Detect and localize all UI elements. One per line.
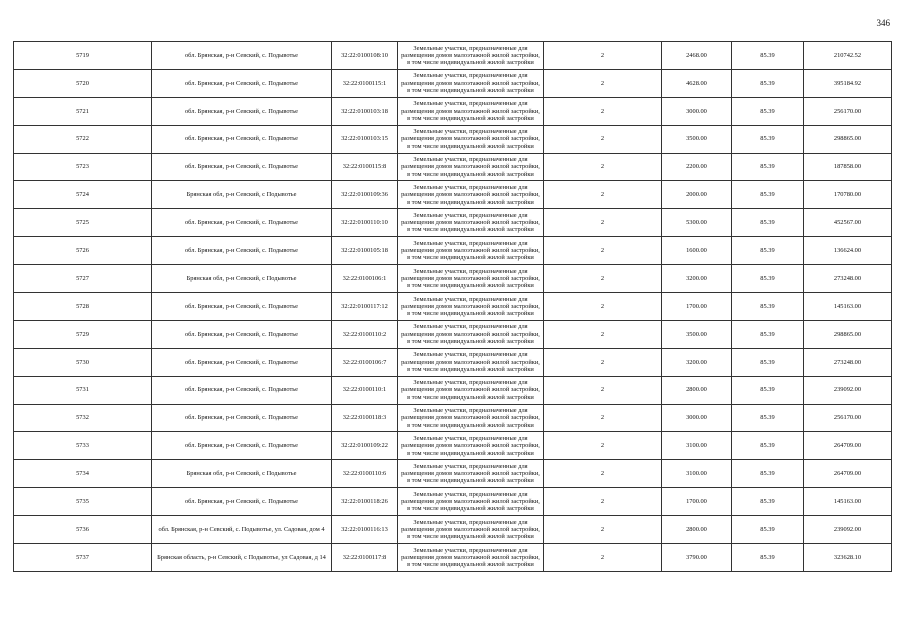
- land-purpose-cell: Земельные участки, предназначенные для размещения домов малоэтажной жилой застройки, в том числе индивидуальной жилой застройки: [398, 97, 544, 125]
- cadastral-value-cell: 452567.00: [804, 209, 892, 237]
- address-cell: Брянская обл, р-н Севский, с Подывотье: [152, 460, 332, 488]
- cadastral-value-cell: 145163.00: [804, 293, 892, 321]
- row-number-cell: 5735: [14, 488, 152, 516]
- land-purpose-cell: Земельные участки, предназначенные для размещения домов малоэтажной жилой застройки, в том числе индивидуальной жилой застройки: [398, 432, 544, 460]
- land-purpose-cell: Земельные участки, предназначенные для размещения домов малоэтажной жилой застройки, в том числе индивидуальной жилой застройки: [398, 404, 544, 432]
- row-number-cell: 5734: [14, 460, 152, 488]
- group-cell: 2: [544, 293, 662, 321]
- land-purpose-cell: Земельные участки, предназначенные для размещения домов малоэтажной жилой застройки, в том числе индивидуальной жилой застройки: [398, 69, 544, 97]
- row-number-cell: 5729: [14, 320, 152, 348]
- address-cell: обл. Брянская, р-н Севский, с. Подывотье, ул. Садовая, дом 4: [152, 516, 332, 544]
- cadastral-number-cell: 32:22:0100118:3: [332, 404, 398, 432]
- area-cell: 2200.00: [662, 153, 732, 181]
- specific-value-cell: 85.39: [732, 404, 804, 432]
- cadastral-value-cell: 298865.00: [804, 320, 892, 348]
- cadastral-value-cell: 256170.00: [804, 404, 892, 432]
- area-cell: 3000.00: [662, 97, 732, 125]
- address-cell: обл. Брянская, р-н Севский, с. Подывотье: [152, 42, 332, 70]
- cadastral-value-cell: 273248.00: [804, 265, 892, 293]
- address-cell: обл. Брянская, р-н Севский, с. Подывотье: [152, 376, 332, 404]
- land-purpose-cell: Земельные участки, предназначенные для размещения домов малоэтажной жилой застройки, в том числе индивидуальной жилой застройки: [398, 293, 544, 321]
- land-purpose-cell: Земельные участки, предназначенные для размещения домов малоэтажной жилой застройки, в том числе индивидуальной жилой застройки: [398, 265, 544, 293]
- group-cell: 2: [544, 125, 662, 153]
- cadastral-number-cell: 32:22:0100110:10: [332, 209, 398, 237]
- row-number-cell: 5723: [14, 153, 152, 181]
- specific-value-cell: 85.39: [732, 125, 804, 153]
- table-row: [14, 488, 892, 516]
- page-number: 346: [876, 18, 890, 28]
- row-number-cell: 5724: [14, 181, 152, 209]
- address-cell: обл. Брянская, р-н Севский, с. Подывотье: [152, 237, 332, 265]
- group-cell: 2: [544, 209, 662, 237]
- group-cell: 2: [544, 544, 662, 572]
- cadastral-number-cell: 32:22:0100115:8: [332, 153, 398, 181]
- address-cell: Брянская обл, р-н Севский, с Подывотье: [152, 181, 332, 209]
- table-row: [14, 181, 892, 209]
- cadastral-number-cell: 32:22:0100108:10: [332, 42, 398, 70]
- area-cell: 5300.00: [662, 209, 732, 237]
- table-row: [14, 265, 892, 293]
- address-cell: Брянская обл, р-н Севский, с Подывотье: [152, 265, 332, 293]
- specific-value-cell: 85.39: [732, 153, 804, 181]
- table-row: [14, 97, 892, 125]
- specific-value-cell: 85.39: [732, 460, 804, 488]
- address-cell: обл. Брянская, р-н Севский, с. Подывотье: [152, 348, 332, 376]
- group-cell: 2: [544, 97, 662, 125]
- specific-value-cell: 85.39: [732, 97, 804, 125]
- land-purpose-cell: Земельные участки, предназначенные для размещения домов малоэтажной жилой застройки, в том числе индивидуальной жилой застройки: [398, 488, 544, 516]
- row-number-cell: 5726: [14, 237, 152, 265]
- cadastral-number-cell: 32:22:0100117:12: [332, 293, 398, 321]
- area-cell: 2000.00: [662, 181, 732, 209]
- address-cell: обл. Брянская, р-н Севский, с. Подывотье: [152, 293, 332, 321]
- address-cell: обл. Брянская, р-н Севский, с. Подывотье: [152, 153, 332, 181]
- address-cell: обл. Брянская, р-н Севский, с. Подывотье: [152, 69, 332, 97]
- row-number-cell: 5727: [14, 265, 152, 293]
- land-purpose-cell: Земельные участки, предназначенные для размещения домов малоэтажной жилой застройки, в том числе индивидуальной жилой застройки: [398, 42, 544, 70]
- cadastral-value-cell: 239092.00: [804, 516, 892, 544]
- land-purpose-cell: Земельные участки, предназначенные для размещения домов малоэтажной жилой застройки, в том числе индивидуальной жилой застройки: [398, 544, 544, 572]
- cadastral-number-cell: 32:22:0100106:1: [332, 265, 398, 293]
- table-row: [14, 125, 892, 153]
- row-number-cell: 5732: [14, 404, 152, 432]
- area-cell: 1700.00: [662, 488, 732, 516]
- cadastral-value-cell: 323628.10: [804, 544, 892, 572]
- table-row: [14, 432, 892, 460]
- row-number-cell: 5737: [14, 544, 152, 572]
- address-cell: обл. Брянская, р-н Севский, с. Подывотье: [152, 209, 332, 237]
- area-cell: 3100.00: [662, 432, 732, 460]
- specific-value-cell: 85.39: [732, 432, 804, 460]
- group-cell: 2: [544, 153, 662, 181]
- land-purpose-cell: Земельные участки, предназначенные для размещения домов малоэтажной жилой застройки, в том числе индивидуальной жилой застройки: [398, 209, 544, 237]
- table-row: [14, 404, 892, 432]
- specific-value-cell: 85.39: [732, 209, 804, 237]
- specific-value-cell: 85.39: [732, 348, 804, 376]
- land-purpose-cell: Земельные участки, предназначенные для размещения домов малоэтажной жилой застройки, в том числе индивидуальной жилой застройки: [398, 181, 544, 209]
- cadastral-number-cell: 32:22:0100103:15: [332, 125, 398, 153]
- group-cell: 2: [544, 181, 662, 209]
- group-cell: 2: [544, 432, 662, 460]
- specific-value-cell: 85.39: [732, 265, 804, 293]
- area-cell: 3500.00: [662, 320, 732, 348]
- group-cell: 2: [544, 42, 662, 70]
- land-registry-table: [13, 41, 892, 572]
- area-cell: 3500.00: [662, 125, 732, 153]
- area-cell: 3000.00: [662, 404, 732, 432]
- row-number-cell: 5719: [14, 42, 152, 70]
- cadastral-value-cell: 145163.00: [804, 488, 892, 516]
- cadastral-value-cell: 136624.00: [804, 237, 892, 265]
- group-cell: 2: [544, 376, 662, 404]
- specific-value-cell: 85.39: [732, 488, 804, 516]
- row-number-cell: 5720: [14, 69, 152, 97]
- cadastral-value-cell: 395184.92: [804, 69, 892, 97]
- table-row: [14, 293, 892, 321]
- group-cell: 2: [544, 460, 662, 488]
- cadastral-number-cell: 32:22:0100115:1: [332, 69, 398, 97]
- cadastral-number-cell: 32:22:0100106:7: [332, 348, 398, 376]
- cadastral-value-cell: 264709.00: [804, 460, 892, 488]
- address-cell: Брянская область, р-н Севский, с Подывотье, ул Садовая, д 14: [152, 544, 332, 572]
- cadastral-number-cell: 32:22:0100109:22: [332, 432, 398, 460]
- land-purpose-cell: Земельные участки, предназначенные для размещения домов малоэтажной жилой застройки, в том числе индивидуальной жилой застройки: [398, 153, 544, 181]
- land-purpose-cell: Земельные участки, предназначенные для размещения домов малоэтажной жилой застройки, в том числе индивидуальной жилой застройки: [398, 237, 544, 265]
- land-purpose-cell: Земельные участки, предназначенные для размещения домов малоэтажной жилой застройки, в том числе индивидуальной жилой застройки: [398, 320, 544, 348]
- cadastral-number-cell: 32:22:0100117:8: [332, 544, 398, 572]
- table-row: [14, 209, 892, 237]
- specific-value-cell: 85.39: [732, 181, 804, 209]
- group-cell: 2: [544, 237, 662, 265]
- table-row: [14, 153, 892, 181]
- specific-value-cell: 85.39: [732, 293, 804, 321]
- address-cell: обл. Брянская, р-н Севский, с. Подывотье: [152, 97, 332, 125]
- land-purpose-cell: Земельные участки, предназначенные для размещения домов малоэтажной жилой застройки, в том числе индивидуальной жилой застройки: [398, 460, 544, 488]
- row-number-cell: 5736: [14, 516, 152, 544]
- table-row: [14, 376, 892, 404]
- area-cell: 3790.00: [662, 544, 732, 572]
- table-row: [14, 42, 892, 70]
- address-cell: обл. Брянская, р-н Севский, с. Подывотье: [152, 488, 332, 516]
- group-cell: 2: [544, 348, 662, 376]
- specific-value-cell: 85.39: [732, 320, 804, 348]
- group-cell: 2: [544, 69, 662, 97]
- area-cell: 4628.00: [662, 69, 732, 97]
- group-cell: 2: [544, 516, 662, 544]
- cadastral-value-cell: 187858.00: [804, 153, 892, 181]
- cadastral-number-cell: 32:22:0100118:26: [332, 488, 398, 516]
- group-cell: 2: [544, 488, 662, 516]
- address-cell: обл. Брянская, р-н Севский, с. Подывотье: [152, 320, 332, 348]
- area-cell: 3200.00: [662, 348, 732, 376]
- cadastral-value-cell: 239092.00: [804, 376, 892, 404]
- specific-value-cell: 85.39: [732, 42, 804, 70]
- row-number-cell: 5728: [14, 293, 152, 321]
- row-number-cell: 5733: [14, 432, 152, 460]
- area-cell: 1600.00: [662, 237, 732, 265]
- cadastral-value-cell: 170780.00: [804, 181, 892, 209]
- cadastral-number-cell: 32:22:0100103:18: [332, 97, 398, 125]
- area-cell: 1700.00: [662, 293, 732, 321]
- area-cell: 2800.00: [662, 376, 732, 404]
- area-cell: 2468.00: [662, 42, 732, 70]
- table-row: [14, 69, 892, 97]
- row-number-cell: 5725: [14, 209, 152, 237]
- address-cell: обл. Брянская, р-н Севский, с. Подывотье: [152, 404, 332, 432]
- table-row: [14, 348, 892, 376]
- cadastral-number-cell: 32:22:0100110:6: [332, 460, 398, 488]
- cadastral-value-cell: 210742.52: [804, 42, 892, 70]
- cadastral-value-cell: 298865.00: [804, 125, 892, 153]
- specific-value-cell: 85.39: [732, 237, 804, 265]
- group-cell: 2: [544, 320, 662, 348]
- row-number-cell: 5722: [14, 125, 152, 153]
- table-row: [14, 516, 892, 544]
- specific-value-cell: 85.39: [732, 69, 804, 97]
- land-purpose-cell: Земельные участки, предназначенные для размещения домов малоэтажной жилой застройки, в том числе индивидуальной жилой застройки: [398, 125, 544, 153]
- specific-value-cell: 85.39: [732, 376, 804, 404]
- land-purpose-cell: Земельные участки, предназначенные для размещения домов малоэтажной жилой застройки, в том числе индивидуальной жилой застройки: [398, 376, 544, 404]
- cadastral-number-cell: 32:22:0100105:18: [332, 237, 398, 265]
- cadastral-number-cell: 32:22:0100110:1: [332, 376, 398, 404]
- specific-value-cell: 85.39: [732, 516, 804, 544]
- table-row: [14, 544, 892, 572]
- table-row: [14, 237, 892, 265]
- area-cell: 3200.00: [662, 265, 732, 293]
- address-cell: обл. Брянская, р-н Севский, с. Подывотье: [152, 432, 332, 460]
- area-cell: 2800.00: [662, 516, 732, 544]
- table-row: [14, 320, 892, 348]
- group-cell: 2: [544, 404, 662, 432]
- group-cell: 2: [544, 265, 662, 293]
- cadastral-number-cell: 32:22:0100116:13: [332, 516, 398, 544]
- table-row: [14, 460, 892, 488]
- area-cell: 3100.00: [662, 460, 732, 488]
- land-purpose-cell: Земельные участки, предназначенные для размещения домов малоэтажной жилой застройки, в том числе индивидуальной жилой застройки: [398, 516, 544, 544]
- cadastral-number-cell: 32:22:0100109:36: [332, 181, 398, 209]
- row-number-cell: 5730: [14, 348, 152, 376]
- cadastral-value-cell: 256170.00: [804, 97, 892, 125]
- cadastral-value-cell: 273248.00: [804, 348, 892, 376]
- specific-value-cell: 85.39: [732, 544, 804, 572]
- land-purpose-cell: Земельные участки, предназначенные для размещения домов малоэтажной жилой застройки, в том числе индивидуальной жилой застройки: [398, 348, 544, 376]
- address-cell: обл. Брянская, р-н Севский, с. Подывотье: [152, 125, 332, 153]
- cadastral-number-cell: 32:22:0100110:2: [332, 320, 398, 348]
- cadastral-value-cell: 264709.00: [804, 432, 892, 460]
- row-number-cell: 5721: [14, 97, 152, 125]
- row-number-cell: 5731: [14, 376, 152, 404]
